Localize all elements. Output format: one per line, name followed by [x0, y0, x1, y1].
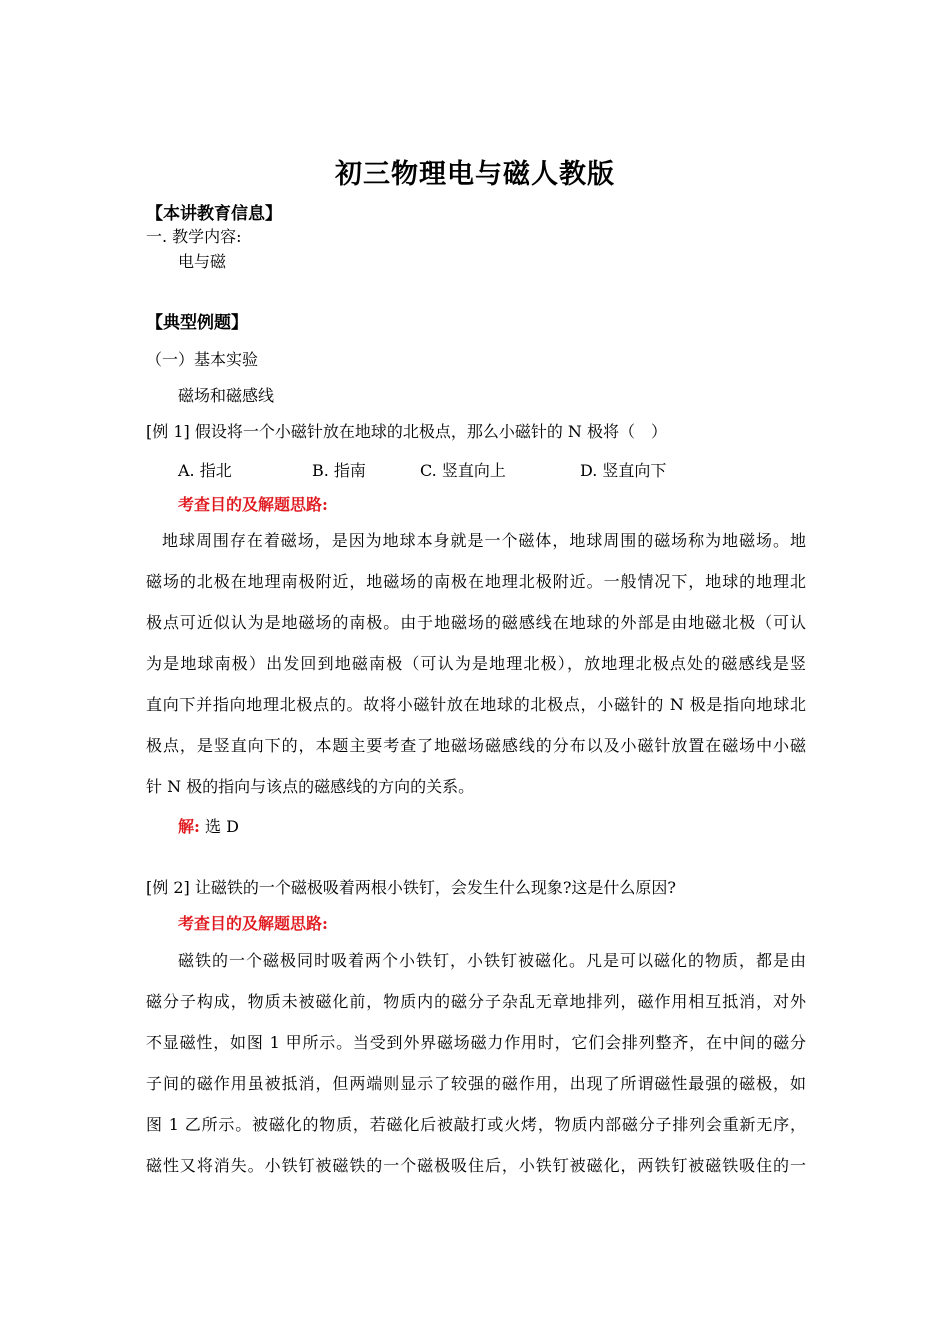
example-1-analysis-label: 考查目的及解题思路: [178, 495, 328, 514]
example-1-option-c: C. 竖直向上 [420, 461, 506, 480]
examples-header: 【典型例题】 [146, 313, 248, 333]
analysis-line: 磁分子构成，物质未被磁化前，物质内的磁分子杂乱无章地排列，磁作用相互抵消，对外 [146, 992, 806, 1011]
analysis-line: 不显磁性，如图 1 甲所示。当受到外界磁场磁力作用时，它们会排列整齐，在中间的磁分 [146, 1033, 806, 1052]
example-2-analysis-label: 考查目的及解题思路: [178, 914, 328, 933]
analysis-line: 直向下并指向地理北极点的。故将小磁针放在地球的北极点，小磁针的 N 极是指向地球北 [146, 695, 806, 714]
example-1-option-b: B. 指南 [312, 461, 366, 480]
example-1-solution [178, 816, 239, 838]
example-2-question: [例 2] 让磁铁的一个磁极吸着两根小铁钉，会发生什么现象?这是什么原因? [146, 878, 676, 897]
example-1-option-a: A. 指北 [178, 461, 232, 480]
example-1-option-d: D. 竖直向下 [580, 461, 667, 480]
example-1-question: [例 1] 假设将一个小磁针放在地球的北极点，那么小磁针的 N 极将（ ） [146, 422, 668, 441]
analysis-line: 子间的磁作用虽被抵消，但两端则显示了较强的磁作用，出现了所谓磁性最强的磁极，如 [146, 1074, 806, 1093]
analysis-line: 针 N 极的指向与该点的磁感线的方向的关系。 [146, 777, 475, 796]
solution-label: 解: [178, 817, 200, 836]
solution-text: 选 D [205, 817, 239, 836]
analysis-line: 磁铁的一个磁极同时吸着两个小铁钉，小铁钉被磁化。凡是可以磁化的物质，都是由 [178, 951, 806, 970]
example-1-analysis [146, 530, 806, 817]
analysis-line: 地球周围存在着磁场，是因为地球本身就是一个磁体，地球周围的磁场称为地磁场。地 [162, 531, 806, 550]
analysis-line: 为是地球南极）出发回到地磁南极（可认为是地理北极），放地理北极点处的磁感线是竖 [146, 654, 806, 673]
section-heading: （一）基本实验 [146, 350, 259, 369]
info-header: 【本讲教育信息】 [146, 204, 282, 224]
example-2-analysis [146, 950, 806, 1196]
teaching-content: 电与磁 [178, 252, 227, 271]
analysis-line: 极点，是竖直向下的，本题主要考查了地磁场磁感线的分布以及小磁针放置在磁场中小磁 [146, 736, 806, 755]
analysis-line: 极点可近似认为是地磁场的南极。由于地磁场的磁感线在地球的外部是由地磁北极（可认 [146, 613, 806, 632]
page-title: 初三物理电与磁人教版 [335, 159, 615, 190]
subsection-heading: 磁场和磁感线 [178, 386, 275, 405]
analysis-line: 磁性又将消失。小铁钉被磁铁的一个磁极吸住后，小铁钉被磁化，两铁钉被磁铁吸住的一 [146, 1156, 806, 1175]
analysis-line: 图 1 乙所示。被磁化的物质，若磁化后被敲打或火烤，物质内部磁分子排列会重新无序， [146, 1115, 806, 1134]
teaching-content-label: 一. 教学内容: [146, 227, 242, 246]
analysis-line: 磁场的北极在地理南极附近，地磁场的南极在地理北极附近。一般情况下，地球的地理北 [146, 572, 806, 591]
